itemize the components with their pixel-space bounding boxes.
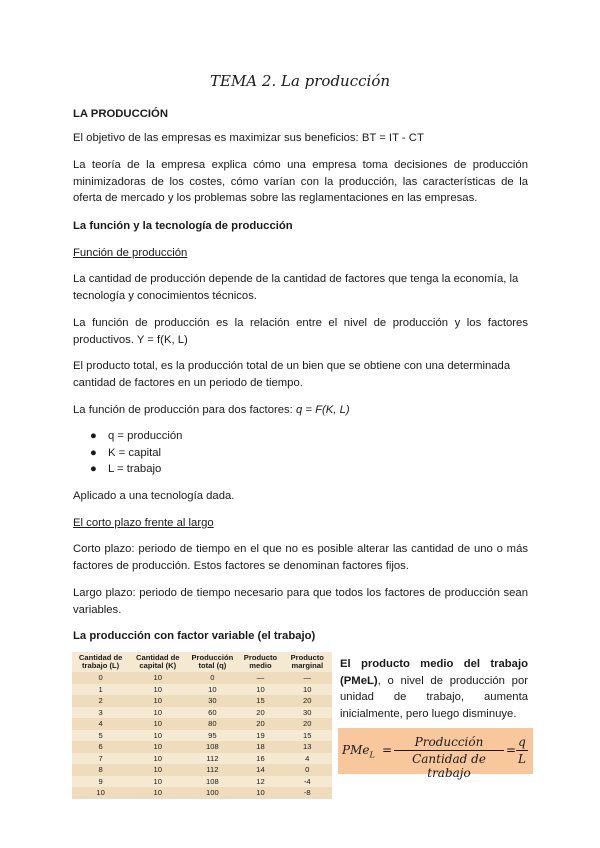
table-cell: 60 <box>208 707 217 717</box>
table-cell: 13 <box>283 741 332 753</box>
table-row <box>72 695 332 707</box>
table-cell: 10 <box>303 684 312 694</box>
two-factors-text: La función de producción para dos factores: <box>73 404 296 416</box>
table-cell: 15 <box>303 730 312 740</box>
heading-la-produccion: LA PRODUCCIÓN <box>73 108 168 120</box>
bullet-text: L = trabajo <box>108 463 162 475</box>
table-cell: 2 <box>72 695 129 707</box>
paragraph-objective: El objetivo de las empresas es maximizar sus beneficios: BT = IT - CT <box>73 132 424 144</box>
bullet-icon: ● <box>90 463 97 475</box>
paragraph-applied: Aplicado a una tecnología dada. <box>73 490 235 502</box>
production-table <box>72 652 332 799</box>
table-cell: 14 <box>238 764 282 776</box>
table-cell: — <box>283 672 332 684</box>
table-row <box>72 684 332 696</box>
two-factors-formula: q = F(K, L) <box>295 404 350 416</box>
table-cell: 30 <box>303 707 312 717</box>
table-row <box>72 753 332 765</box>
table-cell: 10 <box>129 718 186 730</box>
paragraph-short-run: Corto plazo: periodo de tiempo en el que no es posible alterar las cantidad de uno o más factores de producción. Estos factores se denominan factores fijos. <box>73 543 528 572</box>
bullet-icon: ● <box>90 430 97 442</box>
table-cell: 108 <box>186 741 238 753</box>
table-cell: 10 <box>129 787 186 799</box>
formula-fraction-words <box>394 735 504 780</box>
table-row <box>72 718 332 730</box>
paragraph-quantity: La cantidad de producción depende de la cantidad de factores que tenga la economía, la tecnología y conocimientos técnicos. <box>73 273 519 302</box>
table-cell: 9 <box>98 776 103 786</box>
table-cell: 6 <box>72 741 129 753</box>
table-cell: 10 <box>72 787 129 799</box>
table-cell: 10 <box>153 753 162 763</box>
table-row <box>72 764 332 776</box>
subheading-production-function: Función de producción <box>73 247 188 259</box>
table-cell: 10 <box>153 684 162 694</box>
table-cell: 112 <box>186 764 238 776</box>
paragraph-total-product: El producto total, es la producción total de un bien que se obtiene con una determinada cantidad de factores en un periodo de tiempo. <box>73 360 511 389</box>
table-cell: 5 <box>98 730 103 740</box>
table-cell: 18 <box>238 741 282 753</box>
bullet-text: K = capital <box>108 446 162 459</box>
table-cell: 112 <box>206 753 219 763</box>
paragraph-long-run: Largo plazo: periodo de tiempo necesario para que todos los factores de producción sean variables. <box>73 587 528 616</box>
table-cell: 20 <box>238 718 282 730</box>
table-cell: 4 <box>72 718 129 730</box>
table-cell: 15 <box>238 695 282 707</box>
list-item <box>90 445 161 462</box>
table-cell: 19 <box>256 730 265 740</box>
column-header: Producción total (q) <box>191 653 234 670</box>
table-cell: — <box>238 672 282 684</box>
formula-lhs <box>342 743 375 759</box>
formula-equals: = <box>382 743 393 757</box>
average-product-formula <box>338 728 533 780</box>
paragraph-average-product <box>340 656 528 722</box>
table-cell: 10 <box>129 741 186 753</box>
table-cell: 95 <box>208 730 217 740</box>
subheading-short-long: El corto plazo frente al largo <box>73 517 214 529</box>
formula-denominator: L <box>518 752 526 766</box>
table-cell: 10 <box>129 764 186 776</box>
table-cell: 12 <box>256 776 265 786</box>
bullet-text: q = producción <box>108 430 183 442</box>
formula-fraction-symbols <box>516 735 528 766</box>
table-cell: -4 <box>303 776 311 786</box>
paragraph-theory: La teoría de la empresa explica cómo una empresa toma decisiones de producción minimizadoras de los costes, cómo varían con la producción, las características de la oferta de mercado y los problemas sobre las reglamentaciones en las empresas. <box>73 159 528 204</box>
column-header: Producto marginal <box>290 653 324 670</box>
table-cell: -8 <box>283 787 332 799</box>
table-cell: 16 <box>256 753 265 763</box>
column-header: Cantidad de trabajo (L) <box>78 653 123 670</box>
table-cell: 0 <box>72 672 129 684</box>
table-cell: 10 <box>208 684 217 694</box>
table-cell: 4 <box>305 753 310 763</box>
average-product-text: , o nivel de producción por unidad de trabajo, aumenta inicialmente, pero luego disminuye. <box>340 674 528 720</box>
table-cell: 20 <box>283 695 332 707</box>
bullet-icon: ● <box>90 446 97 459</box>
table-cell: 7 <box>98 753 103 763</box>
table-cell: 1 <box>98 684 103 694</box>
table-cell: 10 <box>153 776 162 786</box>
table-cell: 30 <box>186 695 238 707</box>
list-item <box>90 428 182 445</box>
table-row <box>72 707 332 719</box>
list-item <box>90 461 161 478</box>
column-header: Producto medio <box>243 653 278 670</box>
table-cell: 0 <box>186 672 238 684</box>
table-cell: 108 <box>206 776 219 786</box>
table-row <box>72 741 332 753</box>
table-cell: 80 <box>186 718 238 730</box>
table-row <box>72 776 332 788</box>
formula-equals: = <box>506 743 517 757</box>
table-cell: 10 <box>238 787 282 799</box>
table-cell: 10 <box>153 707 162 717</box>
table-cell: 20 <box>283 718 332 730</box>
table-row <box>72 730 332 742</box>
table-cell: 20 <box>256 707 265 717</box>
formula-numerator: q <box>516 735 528 751</box>
table-cell: 10 <box>129 695 186 707</box>
average-product-term: El producto medio del trabajo (PMeL) <box>340 658 528 687</box>
table-cell: 10 <box>129 672 186 684</box>
column-header: Cantidad de capital (K) <box>136 653 180 670</box>
table-cell: 10 <box>256 684 265 694</box>
table-row <box>72 787 332 799</box>
paragraph-relation: La función de producción es la relación entre el nivel de producción y los factores productivos. Y = f(K, L) <box>73 317 528 346</box>
formula-lhs-symbol: PMe <box>342 743 370 757</box>
table-row <box>72 672 332 684</box>
table-header-row <box>72 652 332 672</box>
table-cell: 100 <box>186 787 238 799</box>
table-cell: 3 <box>98 707 103 717</box>
page-title: TEMA 2. La producción <box>209 72 391 90</box>
table-cell: 0 <box>283 764 332 776</box>
heading-variable-factor: La producción con factor variable (el trabajo) <box>73 630 316 642</box>
formula-lhs-subscript: L <box>369 750 375 760</box>
heading-function-technology: La función y la tecnología de producción <box>73 220 293 232</box>
formula-denominator: Cantidad de trabajo <box>412 752 486 780</box>
formula-numerator: Producción <box>394 735 504 751</box>
paragraph-two-factors <box>73 402 528 419</box>
table-cell: 10 <box>153 730 162 740</box>
table-cell: 8 <box>72 764 129 776</box>
